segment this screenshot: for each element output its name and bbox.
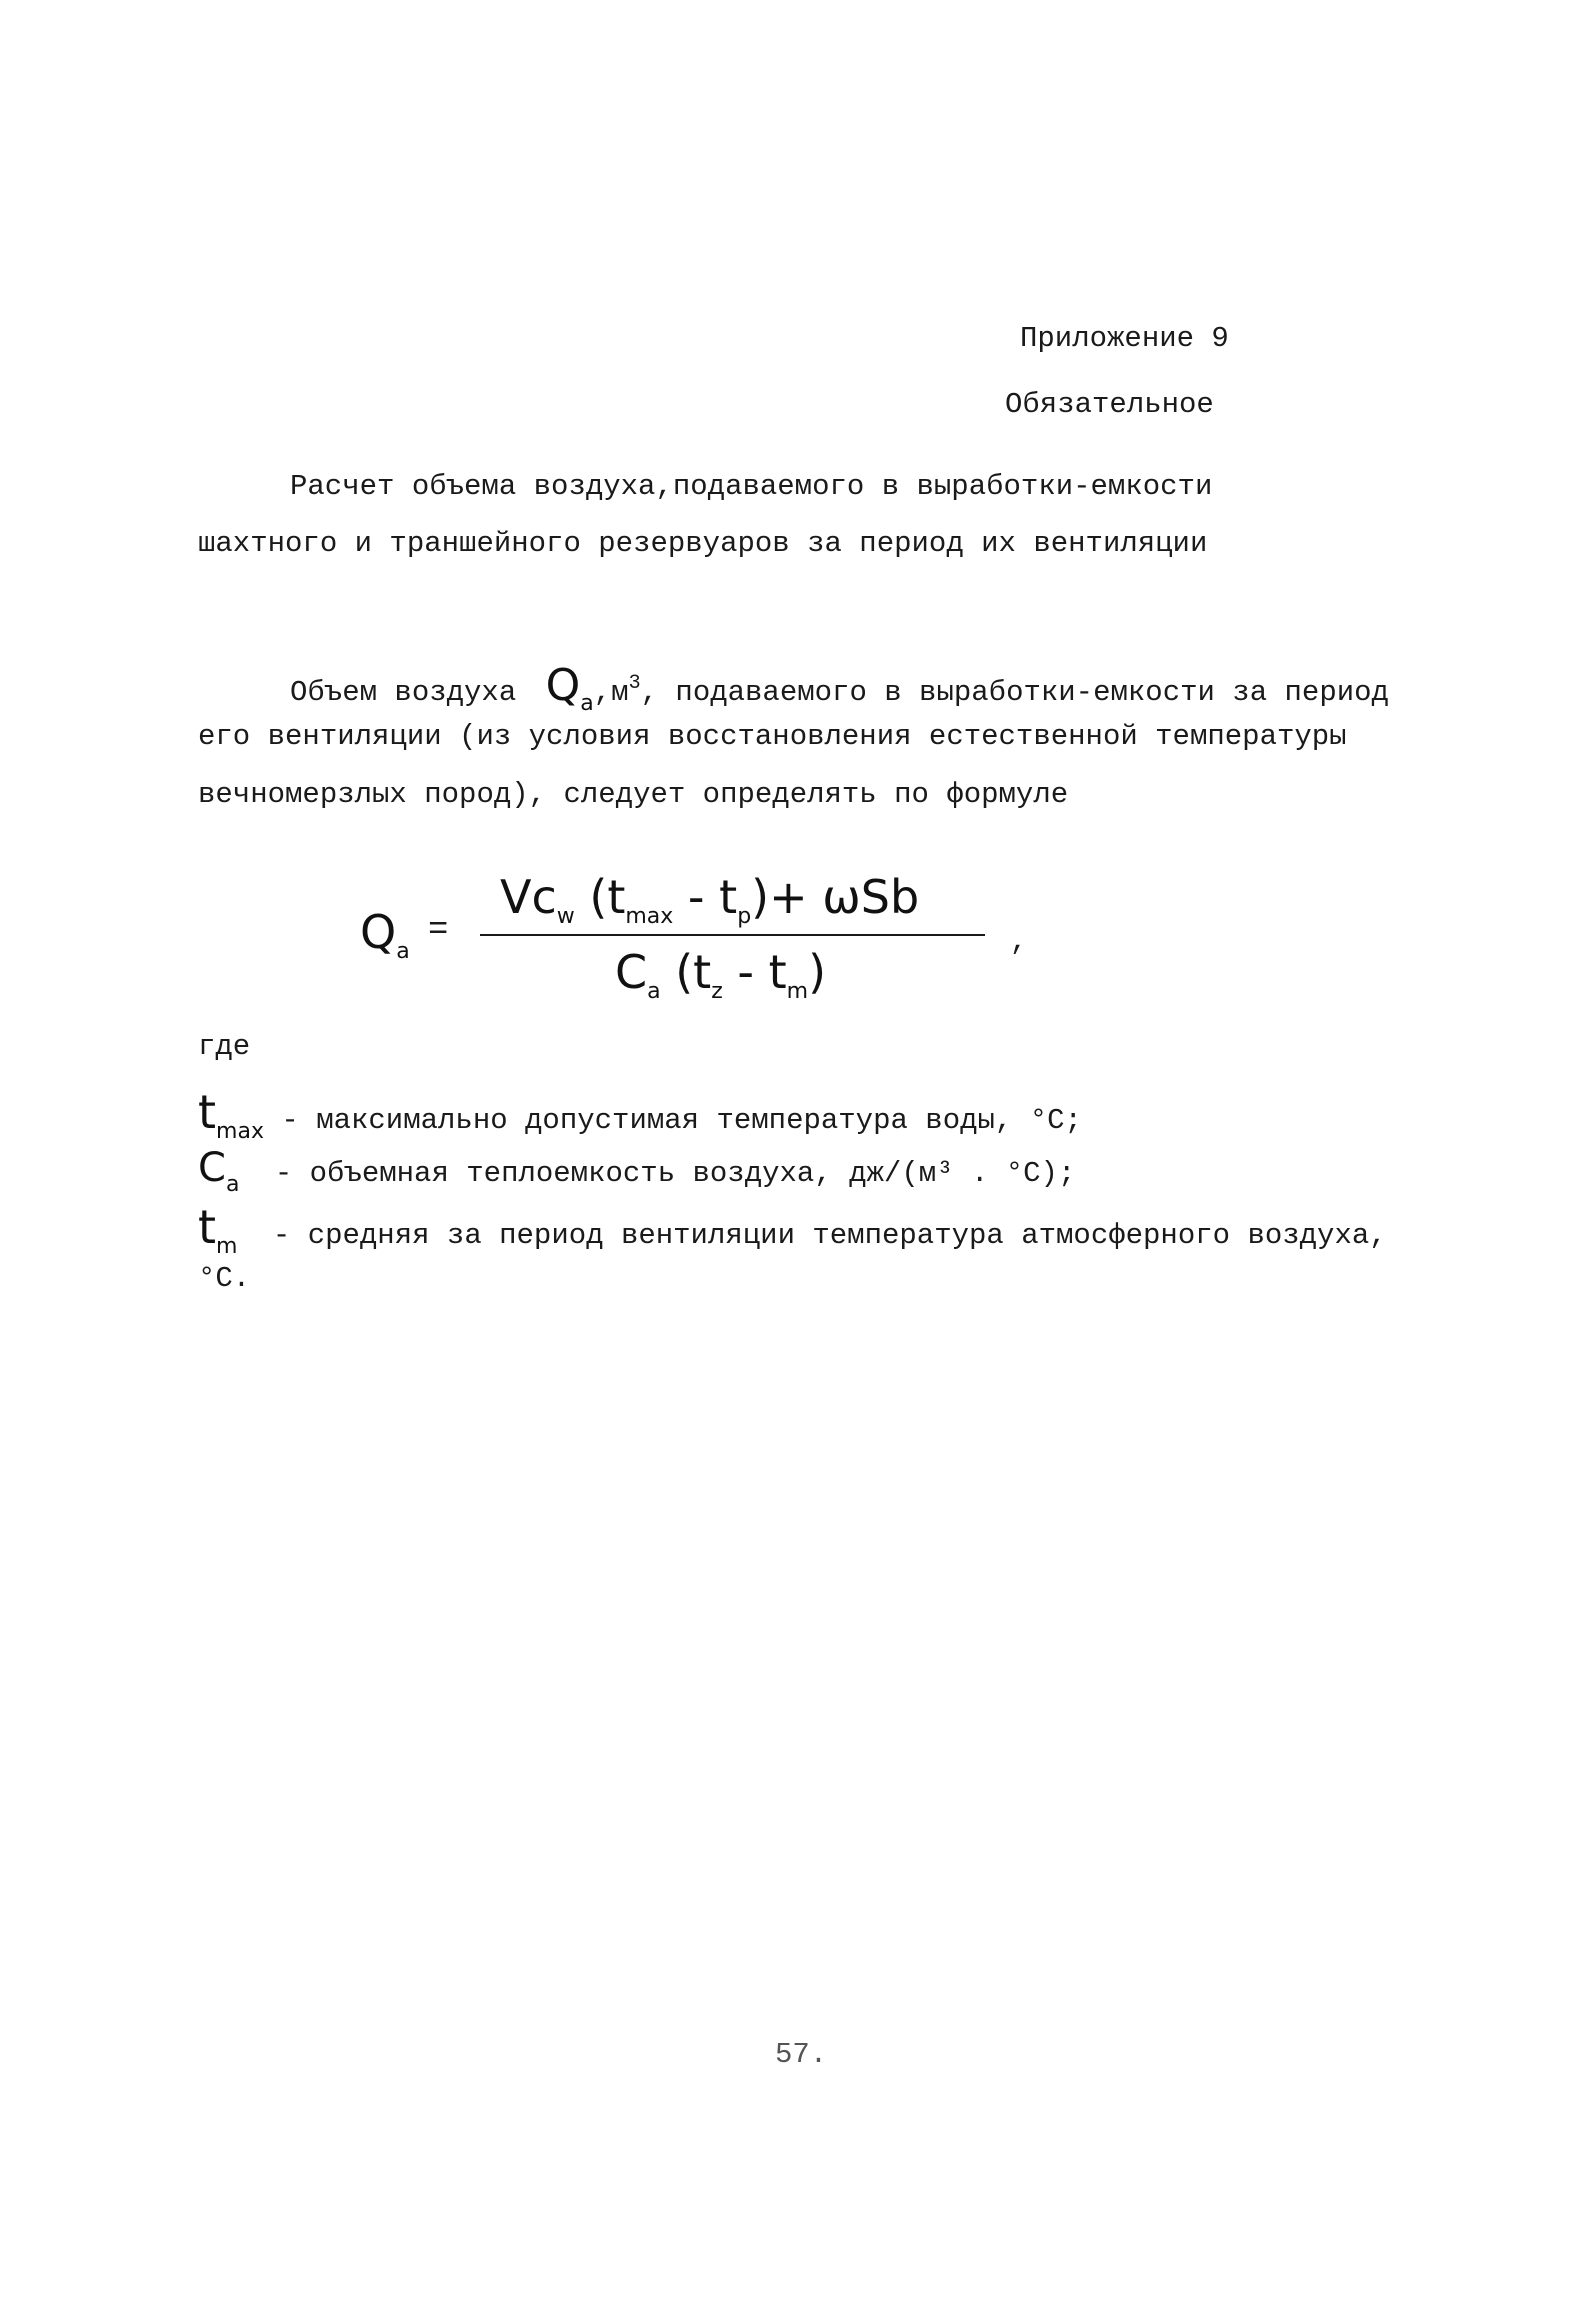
- title-line-1: Расчет объема воздуха,подаваемого в выработки-емкости: [290, 470, 1213, 503]
- where-label: где: [198, 1030, 251, 1063]
- paragraph-line-2: его вентиляции (из условия восстановления естественной температуры: [198, 720, 1347, 753]
- fraction-bar: [480, 934, 985, 936]
- page-number: 57.: [775, 2038, 828, 2071]
- symbol-qa: $Q_a$: [545, 660, 594, 716]
- definition-ca-text: - объемная теплоемкость воздуха, дж/(м³ . °C);: [274, 1157, 1076, 1190]
- formula-equals: =: [428, 912, 449, 950]
- paragraph-end: , подаваемого в выработки-емкости за период: [640, 676, 1389, 709]
- paragraph-start: Объем воздуха: [290, 676, 517, 709]
- title-line-2: шахтного и траншейного резервуаров за период их вентиляции: [198, 527, 1208, 560]
- appendix-label: Приложение 9: [1020, 322, 1229, 355]
- symbol-tm: $t_m$: [198, 1200, 238, 1259]
- formula-denominator: $C_a$ $(t_z - t_m)$: [615, 945, 827, 1004]
- definition-tmax: [198, 1085, 1082, 1144]
- formula-lhs: $Q_a$: [360, 905, 410, 964]
- paragraph-line-1: [290, 660, 1389, 716]
- formula-trailing-comma: ,: [1010, 925, 1028, 958]
- definition-tmax-text: - максимально допустимая температура воды, °C;: [281, 1104, 1082, 1137]
- definition-tm-text: - средняя за период вентиляции температура атмосферного воздуха,: [272, 1219, 1387, 1252]
- definition-tm: [198, 1200, 1387, 1259]
- definition-tm-continuation: °C.: [198, 1262, 251, 1295]
- status-label: Обязательное: [1005, 388, 1214, 421]
- symbol-ca: $C_a$: [198, 1145, 240, 1197]
- paragraph-line-3: вечномерзлых пород), следует определять по формуле: [198, 778, 1069, 811]
- unit-m3: $,м^3$: [593, 672, 641, 709]
- formula-numerator: $Vc_w$ $(t_{max} - t_p)+ \omega Sb$: [500, 870, 920, 929]
- definition-ca: [198, 1145, 1076, 1197]
- symbol-tmax: $t_{max}$: [198, 1085, 264, 1144]
